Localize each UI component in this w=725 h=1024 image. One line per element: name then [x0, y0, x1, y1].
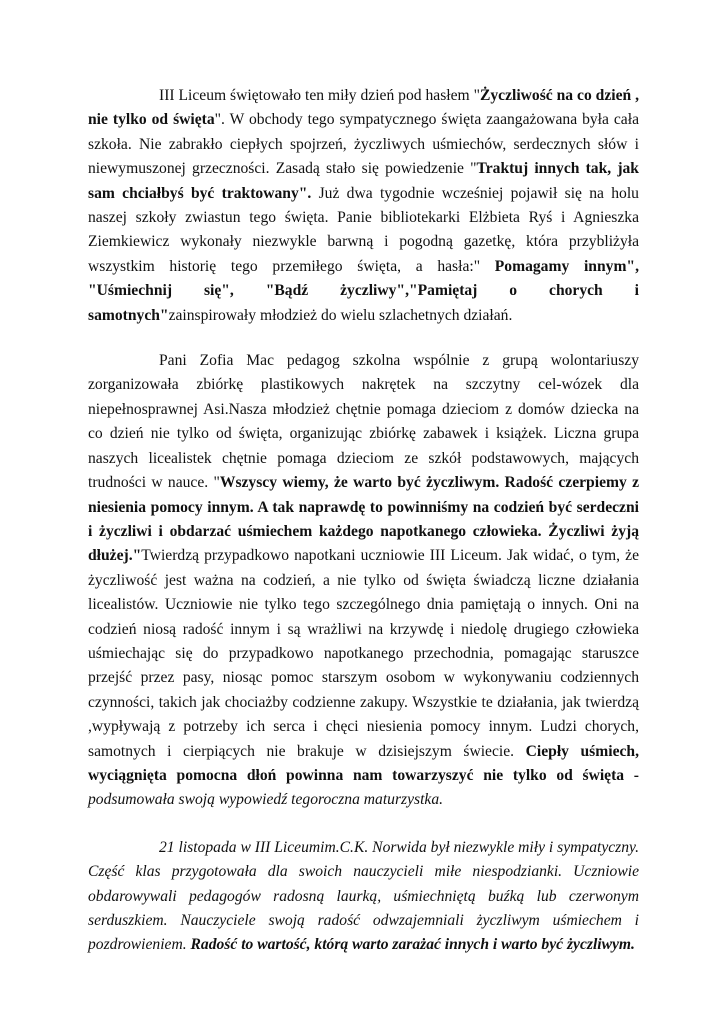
- p2-text-2: Twierdzą przypadkowo napotkani uczniowie III Liceum. Jak widać, o tym, że życzliwość jest ważna na codzień, a nie tylko od święta świadczą liczne działania licealistów. Uczniowie nie tylko tego szczególnego dnia pamiętają o innych. Oni na codzień niosą radość innym i są wrażliwi na krzywdę i niedolę drugiego człowieka uśmiechając się do przypadkowo napotkanego przechodnia, pomagając staruszce przejść przez pasy, niosąc pomoc starszym osobom w wykonywaniu codziennych czynności, takich jak chociażby codzienne zakupy. Wszystkie te działania, jak twierdzą ,wypływają z potrzeby ich serca i chęci niesienia pomocy innym. Ludzi chorych, samotnych i cierpiących nie brakuje w dzisiejszym świecie.: [88, 547, 639, 760]
- paragraph-3: [88, 836, 639, 958]
- p1-text-1: III Liceum świętowało ten miły dzień pod hasłem ": [159, 87, 480, 104]
- p2-text-1: Pani Zofia Mac pedagog szkolna wspólnie z grupą wolontariuszy zorganizowała zbiórkę plastikowych nakrętek na szczytny cel-wózek dla niepełnosprawnej Asi.Nasza młodzież chętnie pomaga dzieciom z domów dziecka na co dzień nie tylko od święta, organizując zbiórkę zabawek i książek. Liczna grupa naszych licealistek chętnie pomaga dzieciom ze szkół podstawowych, mających trudności w nauce. ": [88, 352, 639, 492]
- p1-rule: Traktuj innych tak, jak sam chciałbyś być traktowany".: [88, 160, 639, 202]
- p3-closing: Radość to wartość, którą warto zarażać innych i warto być życzliwym.: [190, 936, 635, 954]
- p2-attribution: podsumowała swoją wypowiedź tegoroczna maturzystka.: [88, 791, 444, 809]
- p3-text-1: 21 listopada w III Liceumim.C.K. Norwida był niezwykle miły i sympatyczny. Część klas przygotowała dla swoich nauczycieli miłe niespodzianki. Uczniowie obdarowywali pedagogów radosną laurką, uśmiechniętą buźką lub czerwonym serduszkiem. Nauczyciele swoją radość odwzajemniali życzliwym uśmiechem i pozdrowieniem.: [88, 838, 639, 954]
- p1-text-3: Już dwa tygodnie wcześniej pojawił się na holu naszej szkoły zwiastun tego święta. Panie bibliotekarki Elżbieta Ryś i Agnieszka Ziemkiewicz wykonały niezwykle barwną i pogodną gazetkę, która przybliżyła wszystkim historię tego przemiłego święta, a hasła:": [88, 184, 639, 275]
- paragraph-1: [88, 84, 639, 328]
- p1-text-2: ". W obchody tego sympatycznego święta zaangażowana była cała szkoła. Nie zabrakło ciepłych spojrzeń, życzliwych uśmiechów, serdecznych słów i niewymuszonej grzeczności. Zasadą stało się powiedzenie ": [88, 111, 639, 178]
- p2-conclusion: Ciepły uśmiech, wyciągnięta pomocna dłoń powinna nam towarzyszyć nie tylko od święta -: [88, 742, 639, 784]
- p1-motto: Życzliwość na co dzień , nie tylko od święta: [88, 87, 639, 129]
- document-page: [88, 84, 639, 958]
- p1-text-4: zainspirowały młodzież do wielu szlachetnych działań.: [168, 306, 513, 324]
- paragraph-2: [88, 349, 639, 813]
- p2-quote: Wszyscy wiemy, że warto być życzliwym. Radość czerpiemy z niesienia pomocy innym. A tak naprawdę to powinniśmy na codzień być serdeczni i życzliwi i obdarzać uśmiechem każdego napotkanego człowieka. Życzliwi żyją dłużej.": [88, 474, 639, 565]
- p1-slogans: Pomagamy innym", "Uśmiechnij się", "Bądź życzliwy","Pamiętaj o chorych i samotnych": [88, 257, 639, 324]
